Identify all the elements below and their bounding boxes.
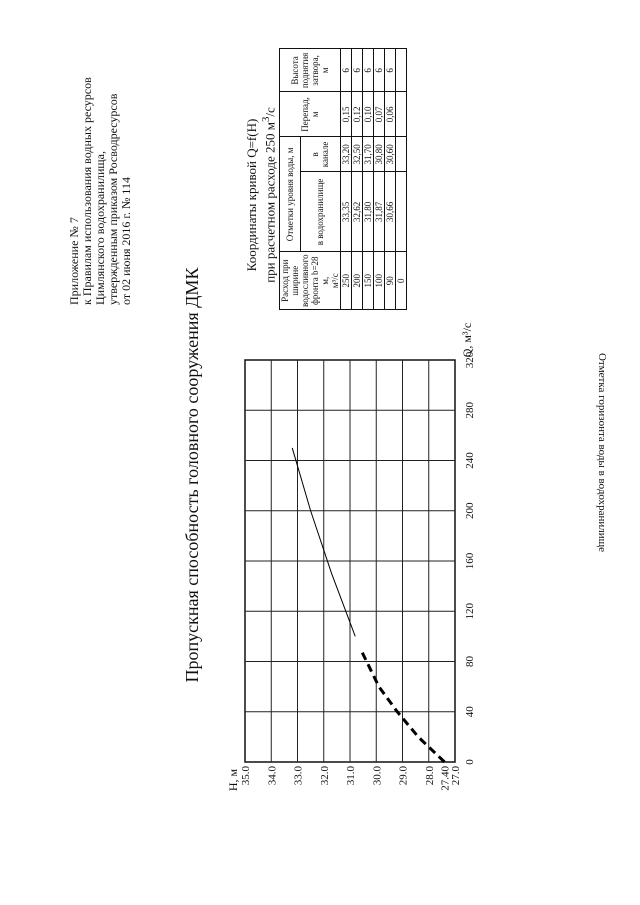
x-tick-label: 280 (464, 402, 476, 419)
header-flow-line: ширине (290, 265, 300, 296)
x-tick-label: 200 (464, 502, 476, 519)
y-tick-label: 27.0 (450, 766, 462, 786)
header-drop-line: Перепад, (300, 97, 310, 132)
cell-canal: 30,80 (374, 137, 385, 172)
cell-flow: 250 (341, 252, 352, 310)
cell-reservoir: 33,35 (341, 172, 352, 252)
x-tick-label: 0 (464, 759, 476, 765)
cell-canal: 31,70 (363, 137, 374, 172)
header-flow-line: Расход при (280, 259, 290, 302)
header-flow-line: фронта b=28 м, (310, 256, 330, 305)
cell-reservoir: 31,80 (363, 172, 374, 252)
appendix-line: утвержденным приказом Росводресурсов (106, 93, 120, 305)
header-flow-line: м³/с (330, 273, 340, 289)
x-tick-label: 160 (464, 552, 476, 570)
appendix-line: к Правилам использования водных ресурсов (80, 77, 94, 305)
cell-gate: 6 (385, 49, 396, 92)
x-tick-label: 240 (464, 452, 476, 469)
page-title: Пропускная способность головного сооружения ДМК (182, 267, 202, 683)
cell-reservoir: 31,87 (374, 172, 385, 252)
caption-sup: 3 (260, 116, 272, 123)
cell-gate: 6 (363, 49, 374, 92)
x-tick-label: 320 (464, 351, 476, 369)
cell-drop: 0,07 (374, 92, 385, 137)
header-reservoir: в водохранилище (300, 172, 340, 252)
header-gate-line: поднятия (300, 52, 310, 89)
y-side-label: Отметка горизонта воды в водохранилище (596, 352, 608, 553)
cell-gate: 6 (341, 49, 352, 92)
header-gate-line: затвора, м (310, 55, 330, 86)
cell-reservoir: 32,62 (352, 172, 363, 252)
y-tick-label: 27.40 (439, 766, 452, 791)
y-tick-label: 28.0 (423, 766, 436, 786)
x-tick-label: 40 (464, 706, 476, 718)
cell-drop: 0,12 (352, 92, 363, 137)
cell-flow: 150 (363, 252, 374, 310)
header-flow-line: водосливного (300, 254, 310, 307)
y-tick-label: 33.0 (292, 766, 305, 786)
header-levels: Отметки уровня воды, м (280, 137, 301, 252)
appendix-line: Цимлянского водохранилища, (93, 151, 107, 305)
y-tick-label: 31.0 (345, 766, 357, 786)
header-drop-line: м (310, 111, 320, 118)
y-axis-label: Н, м (226, 768, 240, 792)
cell-drop: 0,10 (363, 92, 374, 137)
cell-canal: 30,60 (385, 137, 396, 172)
cell-canal: 32,50 (352, 137, 363, 172)
appendix-line: Приложение № 7 (67, 217, 81, 305)
header-gate-line: Высота (290, 56, 300, 85)
cell-drop: 0,15 (341, 92, 352, 137)
cell-reservoir: 30,66 (385, 172, 396, 252)
caption-suffix: /с (262, 107, 278, 117)
cell-flow: 200 (352, 252, 363, 310)
cell-canal: 33,20 (341, 137, 352, 172)
x-tick-label: 120 (464, 603, 476, 620)
y-tick-label: 30.0 (371, 766, 384, 786)
x-axis-label: Q, м³/с (460, 322, 474, 358)
caption-line-1: Координаты кривой Q=f(H) (244, 118, 259, 272)
caption-prefix: при расчетном расходе 250 м (262, 122, 278, 283)
appendix-line: от 02 июня 2016 г. № 114 (119, 177, 133, 305)
y-tick-label: 29.0 (397, 766, 410, 786)
y-tick-label: 32.0 (318, 766, 331, 786)
cell-flow: 100 (374, 252, 385, 310)
cell-gate: 6 (352, 49, 363, 92)
cell-drop: 0,06 (385, 92, 396, 137)
header-canal-line: канале (320, 141, 331, 168)
cell-gate: 6 (374, 49, 385, 92)
cell-flow: 90 (385, 252, 396, 310)
y-tick-label: 35.0 (240, 766, 252, 786)
x-tick-label: 80 (464, 656, 476, 667)
header-canal-line: в (310, 152, 321, 157)
cell-flow: 0 (396, 252, 407, 310)
y-tick-label: 34.0 (266, 766, 279, 786)
